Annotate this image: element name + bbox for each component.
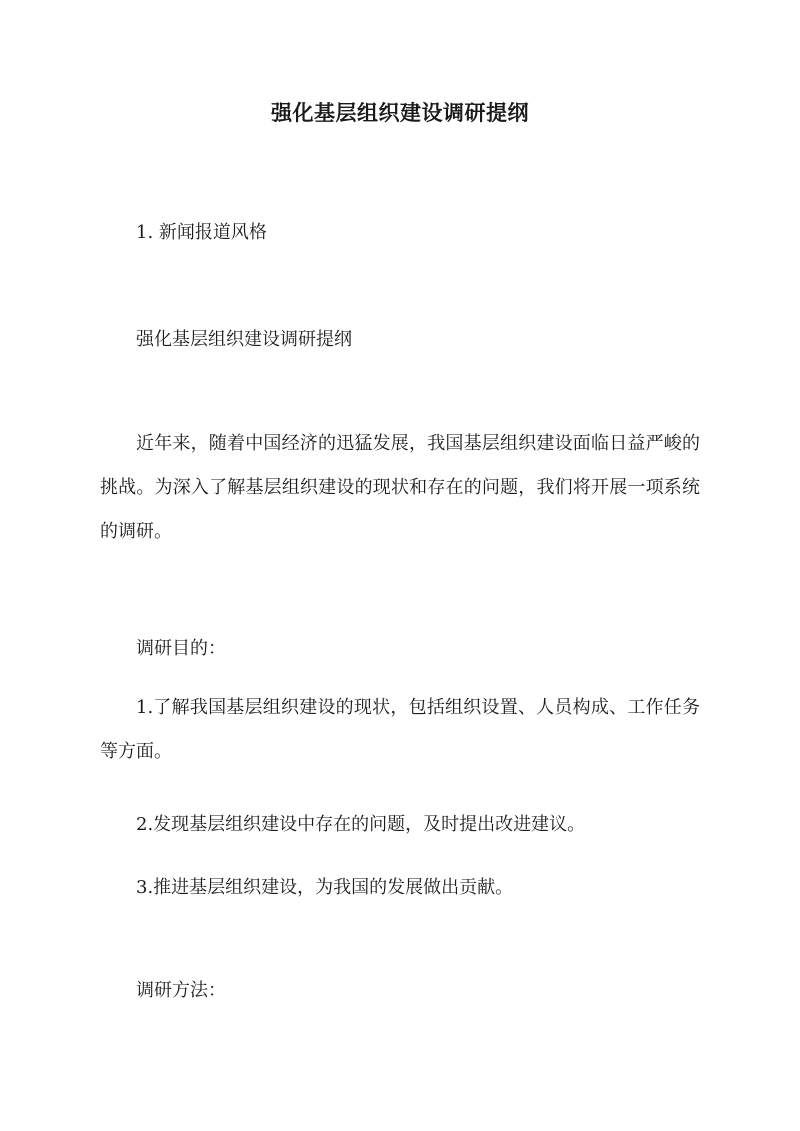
purpose-item-2: 2.发现基层组织建设中存在的问题，及时提出改进建议。 [136, 814, 586, 835]
document-subtitle: 强化基层组织建设调研提纲 [136, 329, 352, 350]
document-title: 强化基层组织建设调研提纲 [271, 100, 529, 125]
intro-paragraph: 近年来，随着中国经济的迅猛发展，我国基层组织建设面临日益严峻的挑战。为深入了解基层组织建设的现状和存在的问题，我们将开展一项系统的调研。 [100, 433, 700, 542]
purpose-item-3: 3.推进基层组织建设，为我国的发展做出贡献。 [136, 877, 514, 898]
method-heading: 调研方法： [136, 980, 226, 1001]
purpose-item-1: 1.了解我国基层组织建设的现状，包括组织设置、人员构成、工作任务等方面。 [100, 697, 700, 762]
purpose-heading: 调研目的： [136, 638, 226, 659]
section-heading-1: 1. 新闻报道风格 [136, 222, 267, 243]
